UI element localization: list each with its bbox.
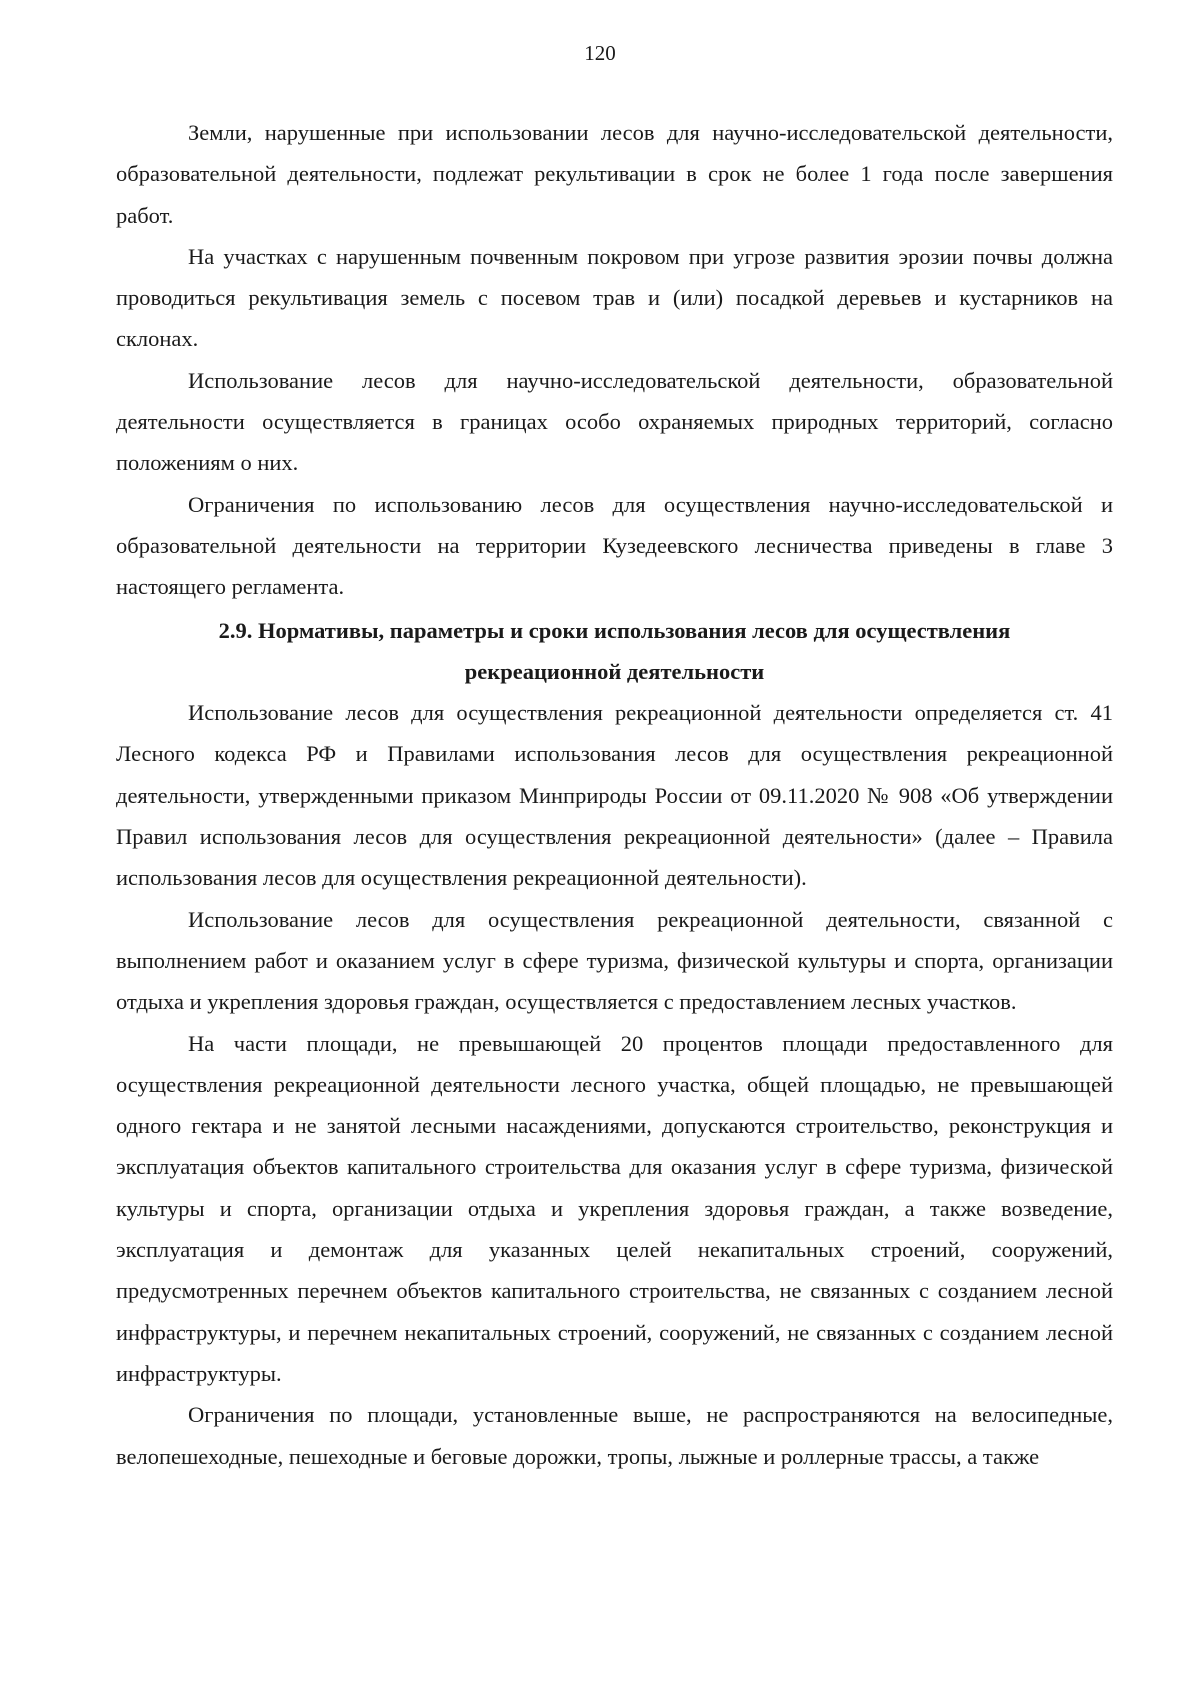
page-number: 120 [584,41,616,65]
paragraph: Земли, нарушенные при использовании лесов для научно-исследовательской деятельности, образовательной деятельности, подлежат рекультивации в срок не более 1 года после завершения работ. [116,120,1113,228]
paragraph: На части площади, не превышающей 20 процентов площади предоставленного для осуществления рекреационной деятельности лесного участка, общей площадью, не превышающей одного гектара и не занятой лесными насаждениями, допускаются строительство, реконструкция и эксплуатация объектов капитального строительства для оказания услуг в сфере туризма, физической культуры и спорта, организации отдыха и укрепления здоровья граждан, а также возведение, эксплуатация и демонтаж для указанных целей некапитальных строений, сооружений, предусмотренных перечнем объектов капитального строительства, не связанных с созданием лесной инфраструктуры, и перечнем некапитальных строений, сооружений, не связанных с созданием лесной инфраструктуры. [116,1030,1113,1386]
paragraph: На участках с нарушенным почвенным покровом при угрозе развития эрозии почвы должна проводиться рекультивация земель с посевом трав и (или) посадкой деревьев и кустарников на склонах. [116,243,1113,352]
paragraph: Ограничения по использованию лесов для осуществления научно-исследовательской и образовательной деятельности на территории Кузедеевского лесничества приведены в главе 3 настоящего регламента. [116,491,1113,600]
section-heading: 2.9. Нормативы, параметры и сроки использования лесов для осуществления рекреационной деятельности [218,617,1011,684]
document-body [116,112,1113,1477]
paragraph: Ограничения по площади, установленные выше, не распространяются на велосипедные, велопешеходные, пешеходные и беговые дорожки, тропы, лыжные и роллерные трассы, а также [116,1402,1113,1469]
paragraph: Использование лесов для осуществления рекреационной деятельности, связанной с выполнением работ и оказанием услуг в сфере туризма, физической культуры и спорта, организации отдыха и укрепления здоровья граждан, осуществляется с предоставлением лесных участков. [116,906,1113,1015]
paragraph: Использование лесов для осуществления рекреационной деятельности определяется ст. 41 Лесного кодекса РФ и Правилами использования лесов для осуществления рекреационной деятельности, утвержденными приказом Минприроды России от 09.11.2020 № 908 «Об утверждении Правил использования лесов для осуществления рекреационной деятельности» (далее – Правила использования лесов для осуществления рекреационной деятельности). [116,700,1113,891]
paragraph: Использование лесов для научно-исследовательской деятельности, образовательной деятельности осуществляется в границах особо охраняемых природных территорий, согласно положениям о них. [116,367,1113,476]
